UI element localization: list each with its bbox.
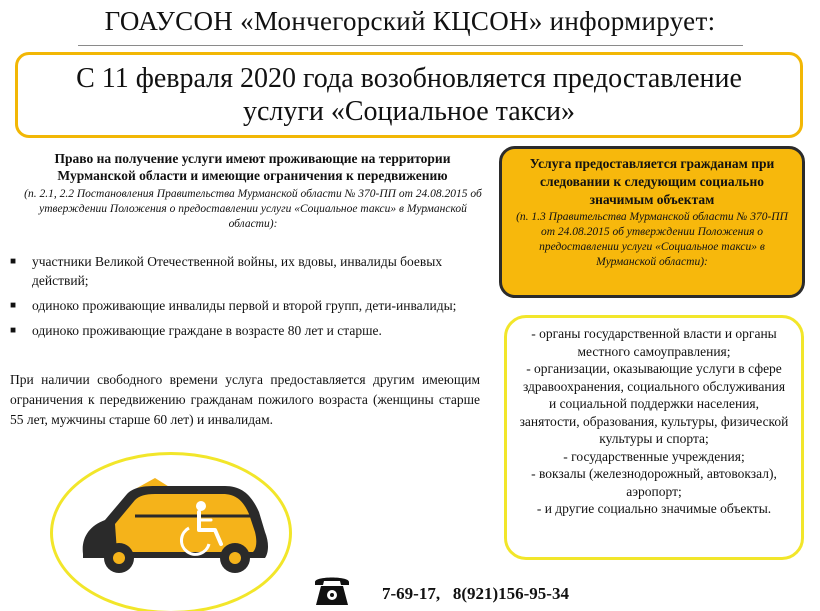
destinations-heading: Услуга предоставляется гражданам при следовании к следующим социально значимым объектам (529, 156, 775, 207)
additional-eligibility-text: При наличии свободного времени услуга предоставляется другим имеющим ограничения к передвижению гражданам пожилого возраста (женщины старше 55 лет, мужчины старше 60 лет) и инвалидам. (10, 372, 480, 427)
page-title: ГОАУСОН «Мончегорский КЦСОН» информирует: (104, 6, 716, 36)
eligibility-list (10, 252, 490, 346)
list-item: - и другие социально значимые объекты. (536, 501, 772, 516)
list-item (10, 252, 490, 290)
eligibility-heading: Право на получение услуги имеют проживающие на территории Мурманской области и имеющие ограничения к передвижению (54, 151, 451, 183)
list-item-text: участники Великой Отечественной войны, их вдовы, инвалиды боевых действий; (32, 254, 443, 288)
list-item: - организации, оказывающие услуги в сфере здравоохранения, социального обслуживания и социальной поддержки населения, занятости, образования, культуры, физической культуры и спорта; (519, 361, 789, 446)
destinations-reference: (п. 1.3 Правительства Мурманской области № 370-ПП от 24.08.2015 об утверждении Положения о предоставлении услуги «Социальное такси» в Мурманской области): (516, 211, 788, 268)
announcement-line-2: услуги «Социальное такси» (242, 96, 575, 127)
list-item: - государственные учреждения; (563, 448, 745, 464)
destinations-list-box (504, 315, 804, 560)
list-item (10, 296, 490, 315)
list-item-text: одиноко проживающие инвалиды первой и второй групп, дети-инвалиды; (32, 298, 457, 313)
list-item: - вокзалы (железнодорожный, автовокзал), аэропорт; (531, 466, 777, 499)
announcement-banner (15, 52, 803, 138)
list-item-text: одиноко проживающие граждане в возрасте 80 лет и старше. (32, 323, 382, 338)
square-bullet-icon: ■ (10, 256, 17, 267)
contact-phones: 7-69-17, 8(921)156-95-34 (382, 584, 569, 603)
accessible-taxi-icon (75, 472, 275, 582)
list-item: - органы государственной власти и органы местного самоуправления; (531, 326, 777, 359)
eligibility-reference: (п. 2.1, 2.2 Постановления Правительства Мурманской области № 370-ПП от 24.08.2015 об утверждении Положения о предоставлении услуги «Социальное такси» в Мурманской области): (24, 188, 482, 230)
announcement-line-1: С 11 февраля 2020 года возобновляется предоставление (76, 63, 742, 94)
square-bullet-icon: ■ (10, 300, 17, 311)
service-destinations-header-box (499, 146, 805, 298)
square-bullet-icon: ■ (10, 325, 17, 336)
list-item (10, 321, 490, 340)
telephone-icon (312, 572, 352, 608)
header-divider (78, 45, 743, 46)
